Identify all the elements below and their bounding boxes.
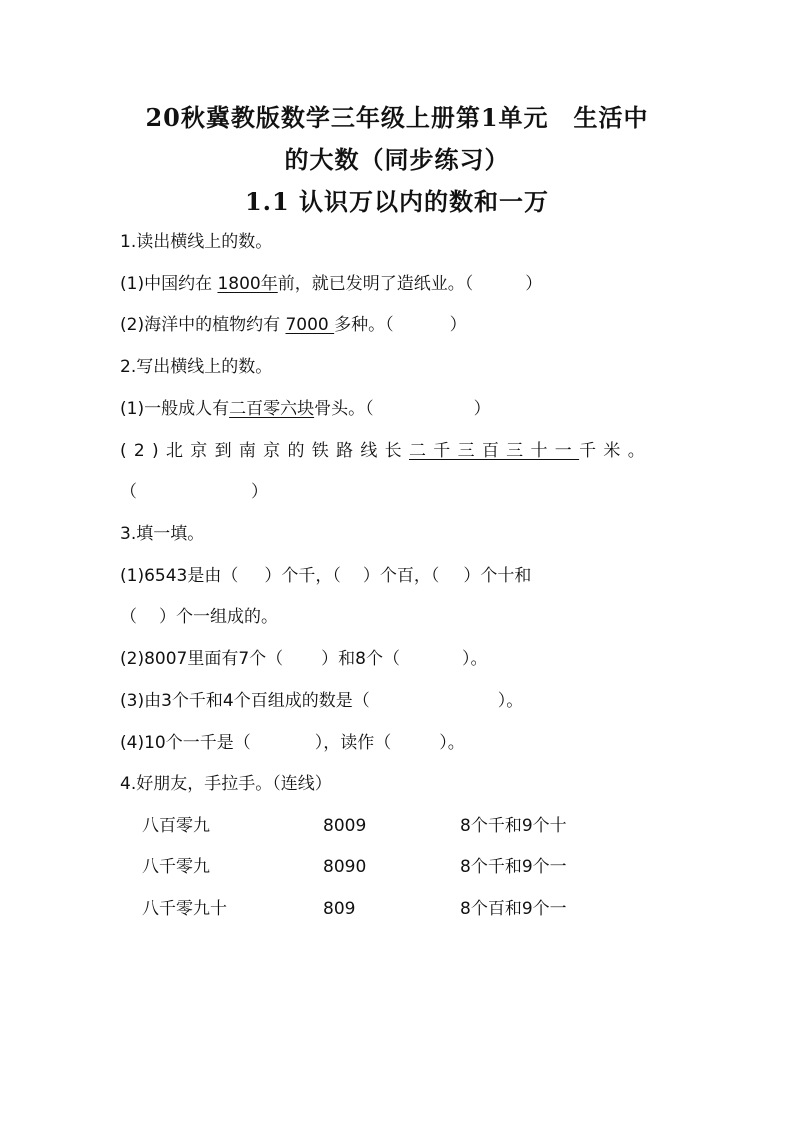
q1-item-2-text-post: 多种。（ (334, 315, 394, 335)
q2-item-2-answer (120, 480, 680, 504)
lesson-title: 1.1 认识万以内的数和一万 (244, 187, 550, 216)
q2-item-2-text: (2)北京到南京的铁路线长 (120, 441, 409, 461)
q3-item-2-text-a: (2)8007里面有7个（ (120, 649, 284, 669)
q2-item-2-close: ） (251, 482, 268, 502)
q1-item-2 (120, 313, 680, 337)
q3-heading: 3.填一填。 (120, 524, 205, 544)
match-number-1[interactable]: 8009 (323, 816, 367, 836)
q3-item-2-text-b: ）和8个（ (321, 649, 400, 669)
q3-item-3-text-b: ）。 (497, 691, 524, 711)
q3-item-1-text-e: （ (120, 607, 137, 627)
match-words-1[interactable]: 八百零九 (142, 816, 210, 836)
worksheet-title-line-1: 20秋冀教版数学三年级上册第1单元 生活中 (145, 103, 649, 132)
q3-item-3 (120, 689, 680, 713)
match-composition-2[interactable]: 8个千和9个一 (460, 857, 567, 877)
q1-item-1 (120, 272, 680, 296)
q3-item-2 (120, 647, 680, 671)
q1-item-1-close: ） (525, 274, 543, 294)
q3-item-3-text-a: (3)由3个千和4个百组成的数是（ (120, 691, 370, 711)
q1-item-1-underlined: 1800年 (217, 274, 278, 294)
q3-item-4-text-a: (4)10个一千是（ (120, 733, 251, 753)
q2-item-2-text-post: 千米。 (579, 441, 652, 461)
match-number-3[interactable]: 809 (323, 899, 356, 919)
q3-item-4-text-b: ），读作（ (314, 733, 392, 753)
q1-item-1-text-post: 前，就已发明了造纸业。（ (277, 274, 474, 294)
q2-item-2-open: （ (120, 482, 137, 502)
q2-heading: 2.写出横线上的数。 (120, 357, 273, 377)
q2-item-1 (120, 397, 680, 421)
q3-item-1-text-b: ）个千，（ (264, 566, 341, 586)
q4-heading: 4.好朋友，手拉手。（连线） (120, 774, 332, 794)
match-number-2[interactable]: 8090 (323, 857, 367, 877)
q2-item-1-underlined: 二百零六块 (229, 399, 315, 419)
q1-item-1-text: (1)中国约在 (120, 274, 218, 294)
q1-item-2-underlined: 7000 (285, 315, 335, 335)
q3-item-1-continued (120, 605, 680, 629)
worksheet-title-line-2: 的大数（同步练习） (284, 145, 510, 174)
q3-item-4 (120, 731, 680, 755)
q3-item-1-text-a: (1)6543是由（ (120, 566, 239, 586)
match-composition-3[interactable]: 8个百和9个一 (460, 899, 567, 919)
q1-item-2-close: ） (449, 315, 467, 335)
q3-item-1-text-f: ）个一组成的。 (159, 607, 278, 627)
q3-item-4-text-c: ）。 (439, 733, 465, 753)
match-composition-1[interactable]: 8个千和9个十 (460, 816, 567, 836)
q2-item-1-close: ） (473, 399, 491, 419)
q3-item-1-text-d: ）个十和 (463, 566, 532, 586)
q3-item-2-text-c: ）。 (462, 649, 488, 669)
match-words-2[interactable]: 八千零九 (142, 857, 210, 877)
q2-item-1-text-post: 骨头。（ (314, 399, 374, 419)
q1-item-2-text: (2)海洋中的植物约有 (120, 315, 286, 335)
q2-item-2 (120, 439, 680, 463)
match-words-3[interactable]: 八千零九十 (142, 899, 227, 919)
q3-item-1 (120, 564, 680, 588)
q1-heading: 1.读出横线上的数。 (120, 232, 273, 252)
q2-item-2-underlined: 二千三百三十一 (408, 441, 580, 461)
q2-item-1-text: (1)一般成人有 (120, 399, 230, 419)
q3-item-1-text-c: ）个百，（ (362, 566, 440, 586)
